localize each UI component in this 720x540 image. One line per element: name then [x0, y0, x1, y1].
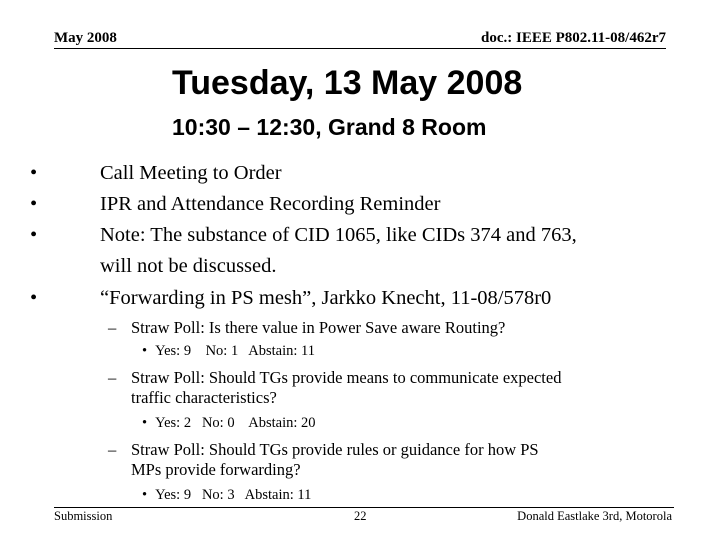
agenda-item-text: Call Meeting to Order	[100, 162, 282, 184]
straw-poll-question: traffic characteristics?	[131, 388, 277, 407]
dash-marker: –	[108, 368, 117, 387]
agenda-item-text: will not be discussed.	[100, 255, 277, 277]
footer-rule	[54, 507, 674, 508]
bullet-marker: •	[142, 415, 148, 431]
straw-poll-question: MPs provide forwarding?	[131, 460, 301, 479]
header-date: May 2008	[54, 30, 117, 46]
straw-poll-result	[142, 342, 315, 360]
straw-poll-result	[142, 486, 311, 504]
dash-marker: –	[108, 440, 117, 459]
straw-poll-question: Straw Poll: Is there value in Power Save aware Routing?	[131, 318, 506, 337]
bullet-marker: •	[30, 162, 38, 184]
footer-page-number: 22	[354, 509, 367, 523]
bullet-marker: •	[30, 193, 38, 215]
dash-marker: –	[108, 318, 117, 337]
bullet-marker: •	[30, 287, 38, 309]
slide-subtitle: 10:30 – 12:30, Grand 8 Room	[172, 114, 487, 140]
footer-author: Donald Eastlake 3rd, Motorola	[517, 509, 672, 523]
straw-poll-result-text: Yes: 9 No: 1 Abstain: 11	[155, 343, 316, 359]
slide-title: Tuesday, 13 May 2008	[172, 64, 523, 102]
straw-poll-question: Straw Poll: Should TGs provide rules or guidance for how PS	[131, 440, 539, 459]
straw-poll-result	[142, 414, 316, 432]
straw-poll-question: Straw Poll: Should TGs provide means to communicate expected	[131, 368, 562, 387]
bullet-marker: •	[142, 487, 148, 503]
footer-submission: Submission	[54, 509, 113, 523]
straw-poll-result-text: Yes: 9 No: 3 Abstain: 11	[155, 487, 312, 503]
header-rule	[54, 48, 666, 49]
agenda-item-text: “Forwarding in PS mesh”, Jarkko Knecht, 11-08/578r0	[100, 287, 552, 309]
straw-poll-result-text: Yes: 2 No: 0 Abstain: 20	[155, 415, 316, 431]
bullet-marker: •	[30, 224, 38, 246]
agenda-item-text: Note: The substance of CID 1065, like CIDs 374 and 763,	[100, 224, 577, 246]
bullet-marker: •	[142, 343, 148, 359]
header-doc-id: doc.: IEEE P802.11-08/462r7	[480, 30, 666, 46]
agenda-item-text: IPR and Attendance Recording Reminder	[100, 193, 441, 215]
